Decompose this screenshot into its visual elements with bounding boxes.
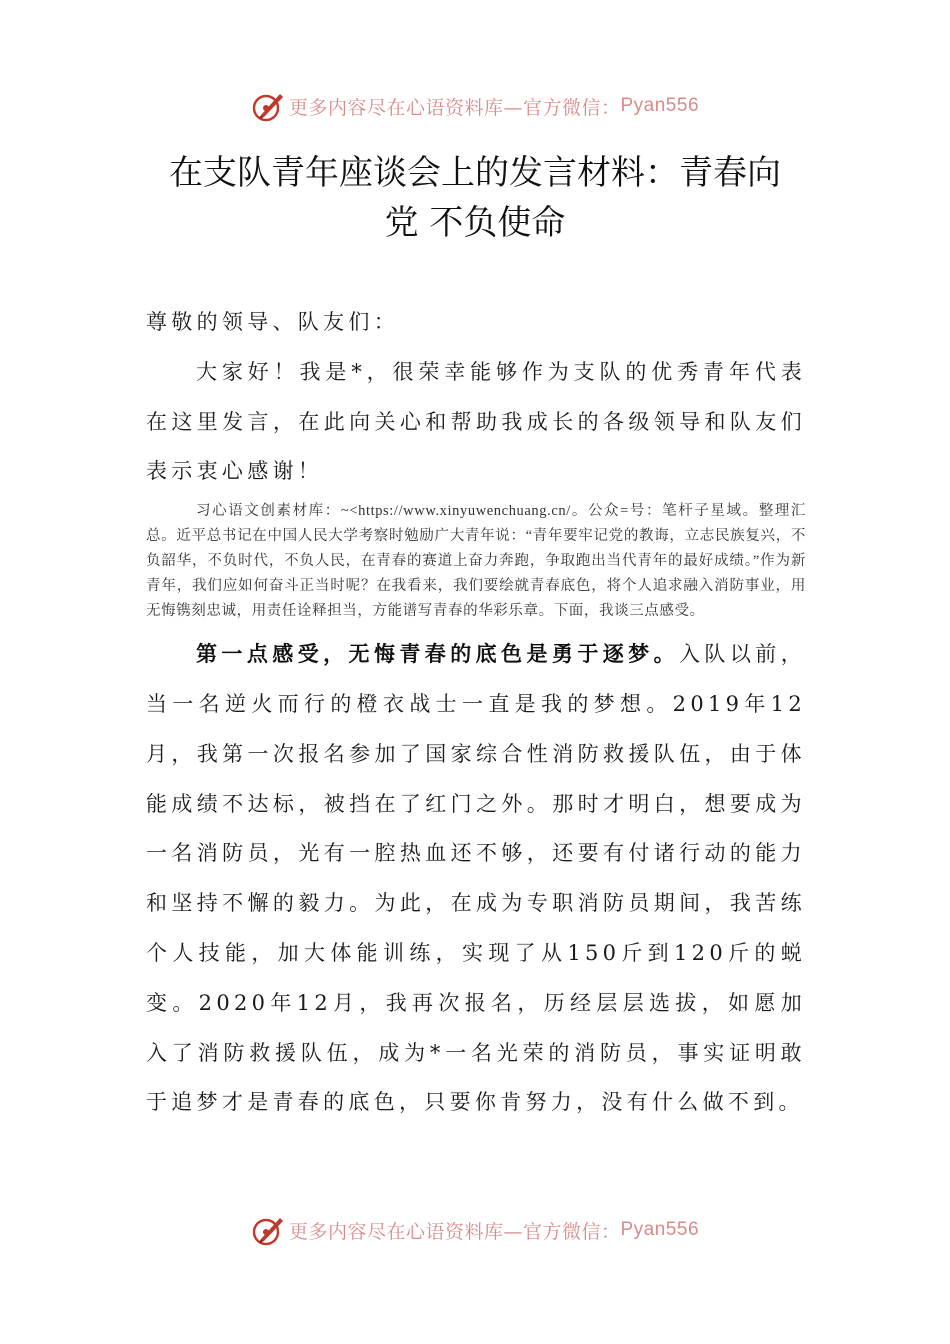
footer-banner-wechat-id: Pyan556 <box>620 1219 700 1240</box>
footer-banner <box>0 1208 950 1252</box>
paragraph-first-point <box>146 630 806 1128</box>
footer-banner-text: 更多内容尽在心语资料库—官方微信： <box>288 1220 621 1243</box>
paragraph-greeting: 大家好！我是*，很荣幸能够作为支队的优秀青年代表在这里发言，在此向关心和帮助我成长的各级领导和队友们表示衷心感谢！ <box>146 359 806 484</box>
first-point-heading: 第一点感受，无悔青春的底色是勇于逐梦。 <box>196 642 680 667</box>
source-note-paragraph: 习心语文创素材库：~<https://www.xinyuwenchuang.cn/。公众=号：笔杆子星域。整理汇总。近平总书记在中国人民大学考察时勉励广大青年说：“青年要牢记党的教诲，立志民族复兴，不负韶华，不负时代，不负人民，在青春的赛道上奋力奔跑，争取跑出当代青年的最好成绩。”作为新青年，我们应如何奋斗正当时呢？在我看来，我们要绘就青春底色，将个人追求融入消防事业，用无悔镌刻忠诚，用责任诠释担当，方能谱写青春的华彩乐章。下面，我谈三点感受。 <box>146 503 806 620</box>
pen-circle-logo-icon <box>251 1213 285 1247</box>
header-banner-wechat-id: Pyan556 <box>620 95 700 116</box>
document-title <box>110 148 840 248</box>
document-body <box>146 298 806 1128</box>
pen-circle-logo-icon <box>251 89 285 123</box>
salutation: 尊敬的领导、队友们： <box>146 310 399 334</box>
title-line-1: 在支队青年座谈会上的发言材料：青春向 <box>169 153 781 193</box>
title-line-2: 党 不负使命 <box>384 203 566 243</box>
header-banner-text: 更多内容尽在心语资料库—官方微信： <box>288 96 621 119</box>
first-point-body: 入队以前，当一名逆火而行的橙衣战士一直是我的梦想。2019年12月，我第一次报名参加了国家综合性消防救援队伍，由于体能成绩不达标，被挡在了红门之外。那时才明白，想要成为一名消防员，光有一腔热血还不够，还要有付诸行动的能力和坚持不懈的毅力。为此，在成为专职消防员期间，我苦练个人技能，加大体能训练，实现了从150斤到120斤的蜕变。2020年12月，我再次报名，历经层层选拔，如愿加入了消防救援队伍，成为*一名光荣的消防员，事实证明敢于追梦才是青春的底色，只要你肯努力，没有什么做不到。 <box>146 642 807 1115</box>
header-banner <box>0 84 950 128</box>
